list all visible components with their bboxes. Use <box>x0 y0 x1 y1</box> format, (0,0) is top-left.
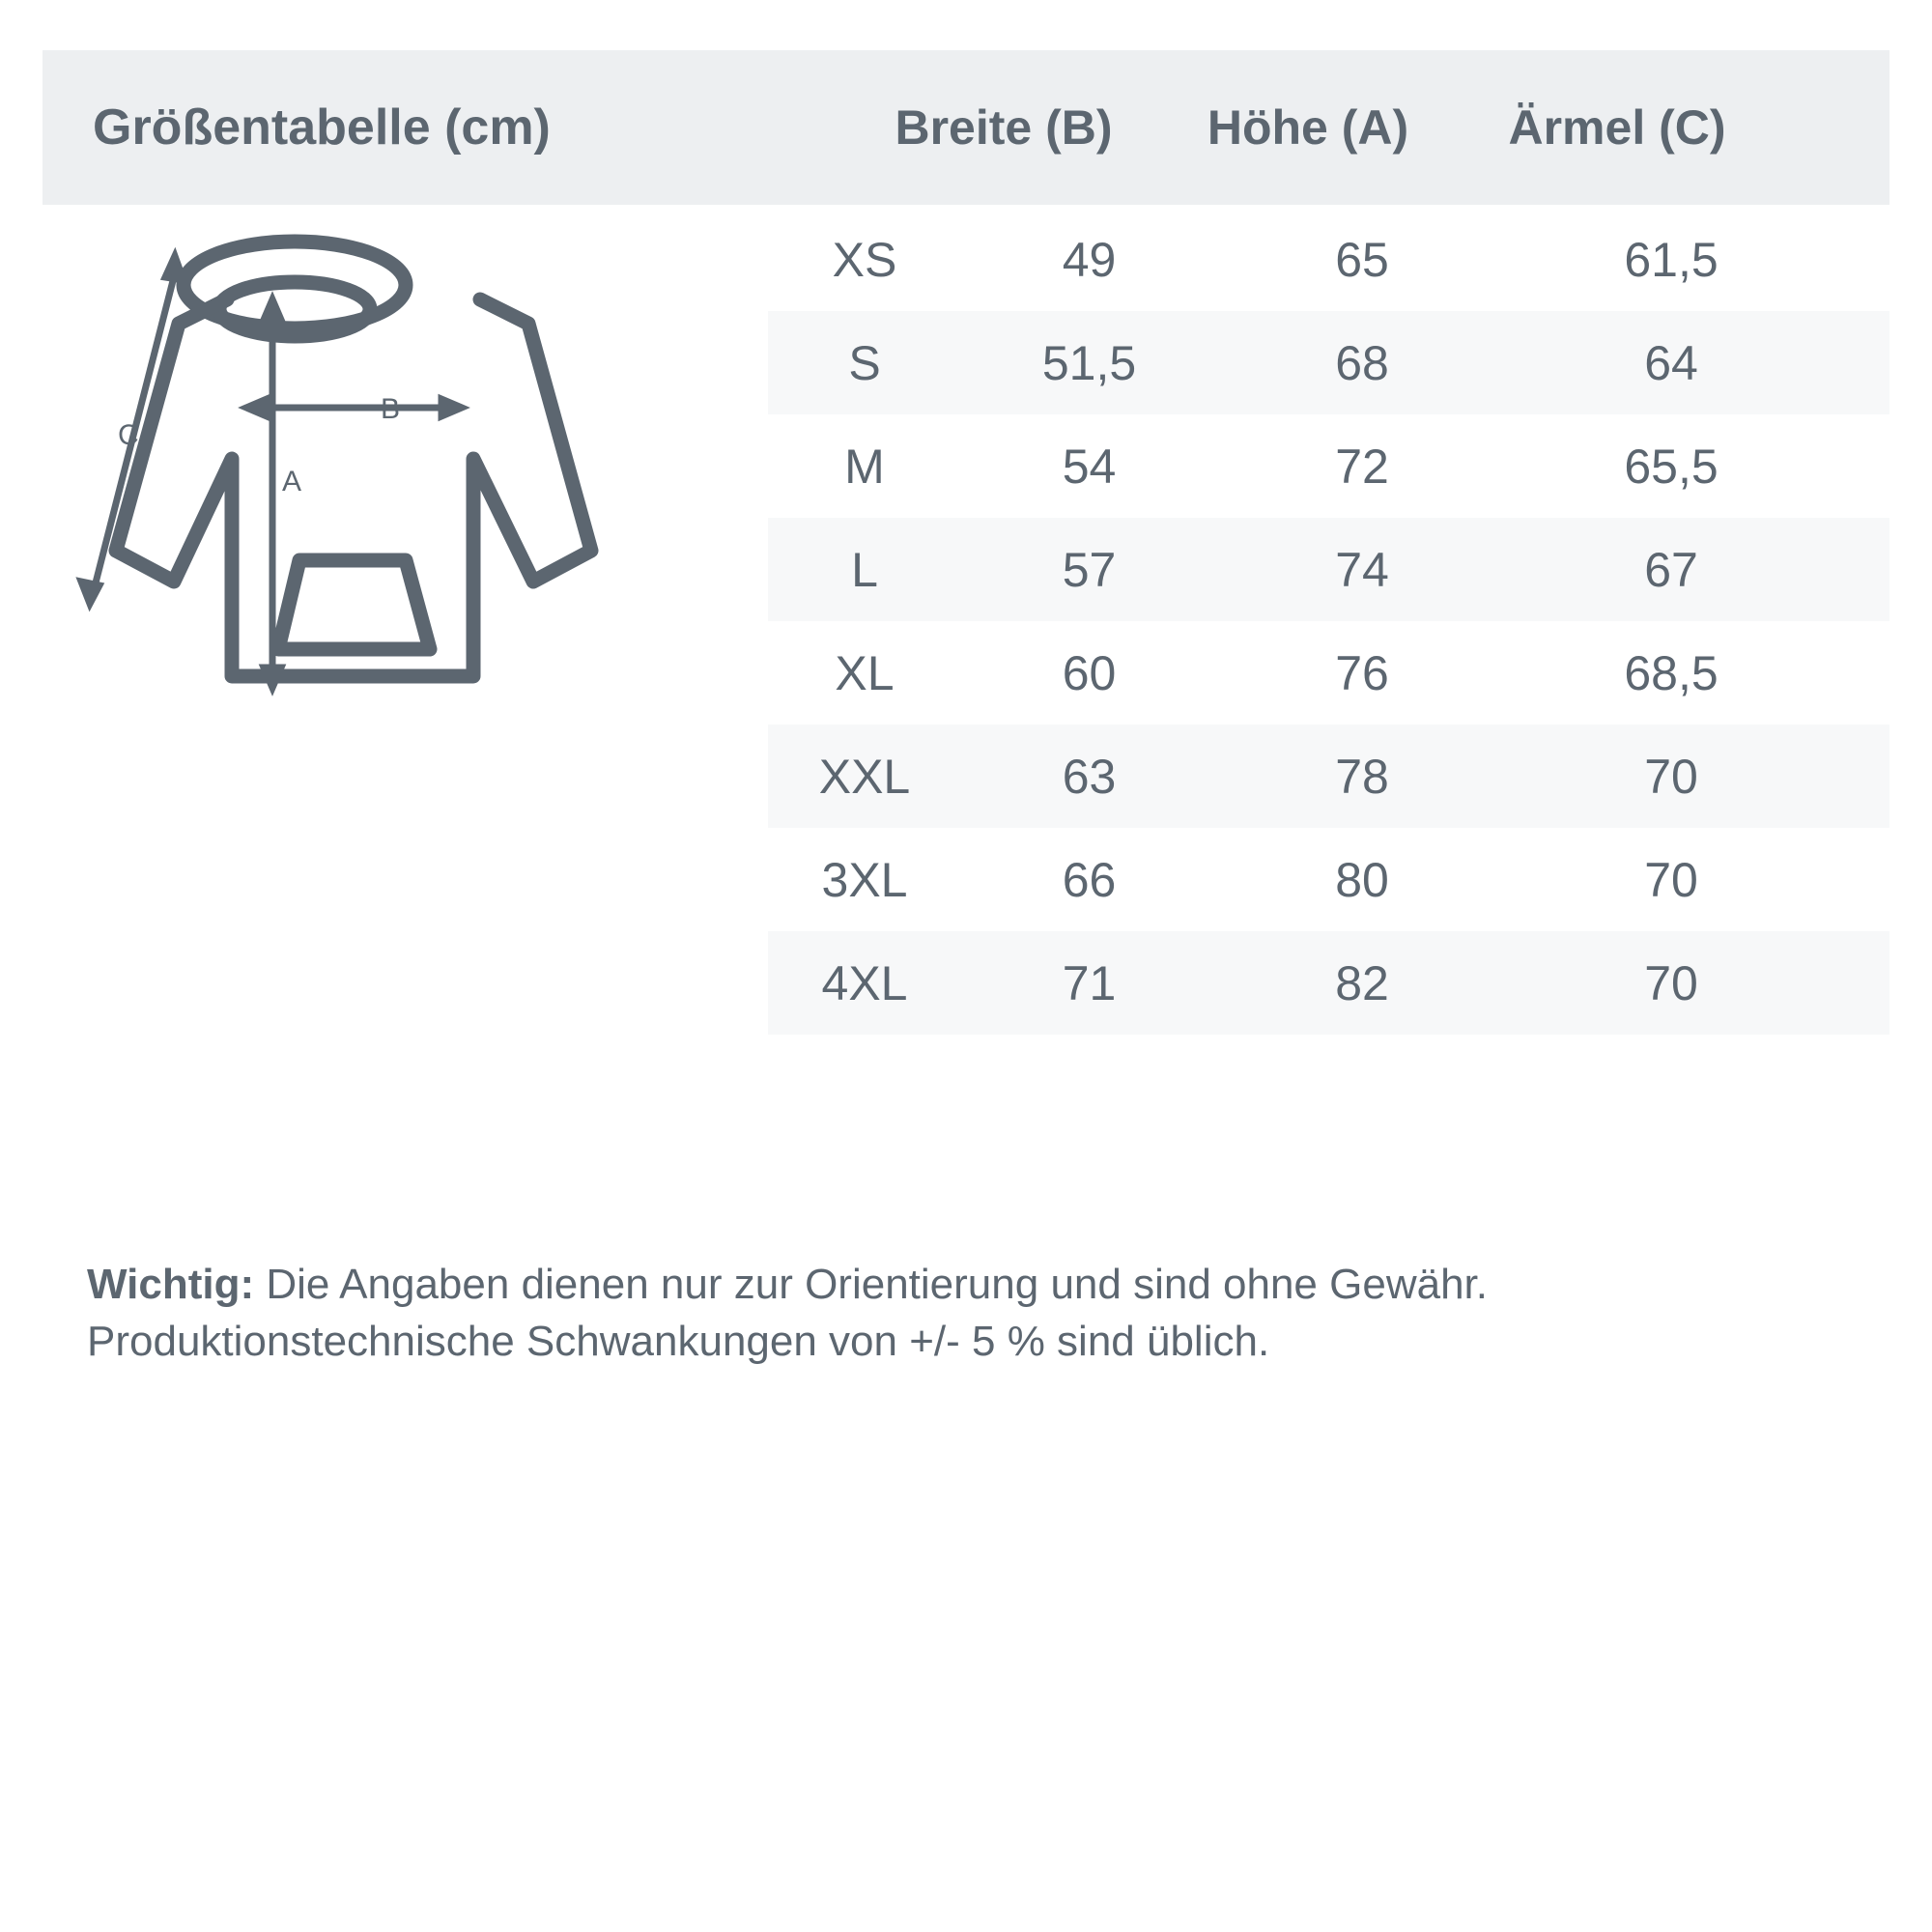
cell-size: 4XL <box>821 955 908 1010</box>
label-a: A <box>282 466 302 497</box>
table-row <box>768 414 1889 518</box>
table-row <box>768 621 1889 724</box>
cell-sleeve: 70 <box>1644 955 1698 1010</box>
cell-height: 80 <box>1335 852 1389 907</box>
cell-size: XS <box>832 232 897 287</box>
cell-width: 71 <box>1062 955 1117 1010</box>
cell-height: 78 <box>1335 749 1389 804</box>
label-c: C <box>118 419 139 451</box>
cell-width: 49 <box>1062 232 1117 287</box>
hoodie-diagram <box>58 232 773 831</box>
cell-size: XL <box>835 645 895 700</box>
table-row <box>768 311 1889 414</box>
column-header-height: Höhe (A) <box>1207 100 1409 155</box>
cell-height: 68 <box>1335 335 1389 390</box>
table-row <box>768 208 1889 311</box>
cell-size: M <box>844 439 885 494</box>
table-row <box>768 931 1889 1035</box>
cell-width: 51,5 <box>1041 335 1137 390</box>
cell-width: 66 <box>1062 852 1117 907</box>
label-b: B <box>380 393 401 425</box>
cell-width: 54 <box>1062 439 1117 494</box>
table-row <box>768 724 1889 828</box>
footnote <box>87 1256 1855 1371</box>
cell-width: 63 <box>1062 749 1117 804</box>
table-row <box>768 828 1889 931</box>
cell-width: 60 <box>1062 645 1117 700</box>
cell-size: S <box>848 335 881 390</box>
cell-height: 65 <box>1335 232 1389 287</box>
cell-size: L <box>851 542 878 597</box>
cell-height: 82 <box>1335 955 1389 1010</box>
column-header-sleeve: Ärmel (C) <box>1508 100 1726 155</box>
cell-sleeve: 68,5 <box>1624 645 1719 700</box>
cell-width: 57 <box>1062 542 1117 597</box>
cell-sleeve: 67 <box>1644 542 1698 597</box>
cell-sleeve: 70 <box>1644 749 1698 804</box>
cell-size: 3XL <box>821 852 908 907</box>
size-table <box>768 208 1889 1035</box>
footnote-text: Die Angaben dienen nur zur Orientierung und sind ohne Gewähr. Produktionstechnische Schwankungen von +/- 5 % sind üblich. <box>87 1261 1488 1366</box>
footnote-label: Wichtig: <box>87 1261 255 1308</box>
cell-sleeve: 65,5 <box>1624 439 1719 494</box>
cell-height: 76 <box>1335 645 1389 700</box>
column-headers <box>844 50 1889 205</box>
cell-sleeve: 64 <box>1644 335 1698 390</box>
page-title: Größentabelle (cm) <box>93 99 551 156</box>
column-header-width: Breite (B) <box>895 100 1113 155</box>
table-row <box>768 518 1889 621</box>
cell-sleeve: 70 <box>1644 852 1698 907</box>
cell-height: 74 <box>1335 542 1389 597</box>
table-header-bar <box>43 50 1889 205</box>
cell-sleeve: 61,5 <box>1624 232 1719 287</box>
cell-height: 72 <box>1335 439 1389 494</box>
cell-size: XXL <box>818 749 911 804</box>
